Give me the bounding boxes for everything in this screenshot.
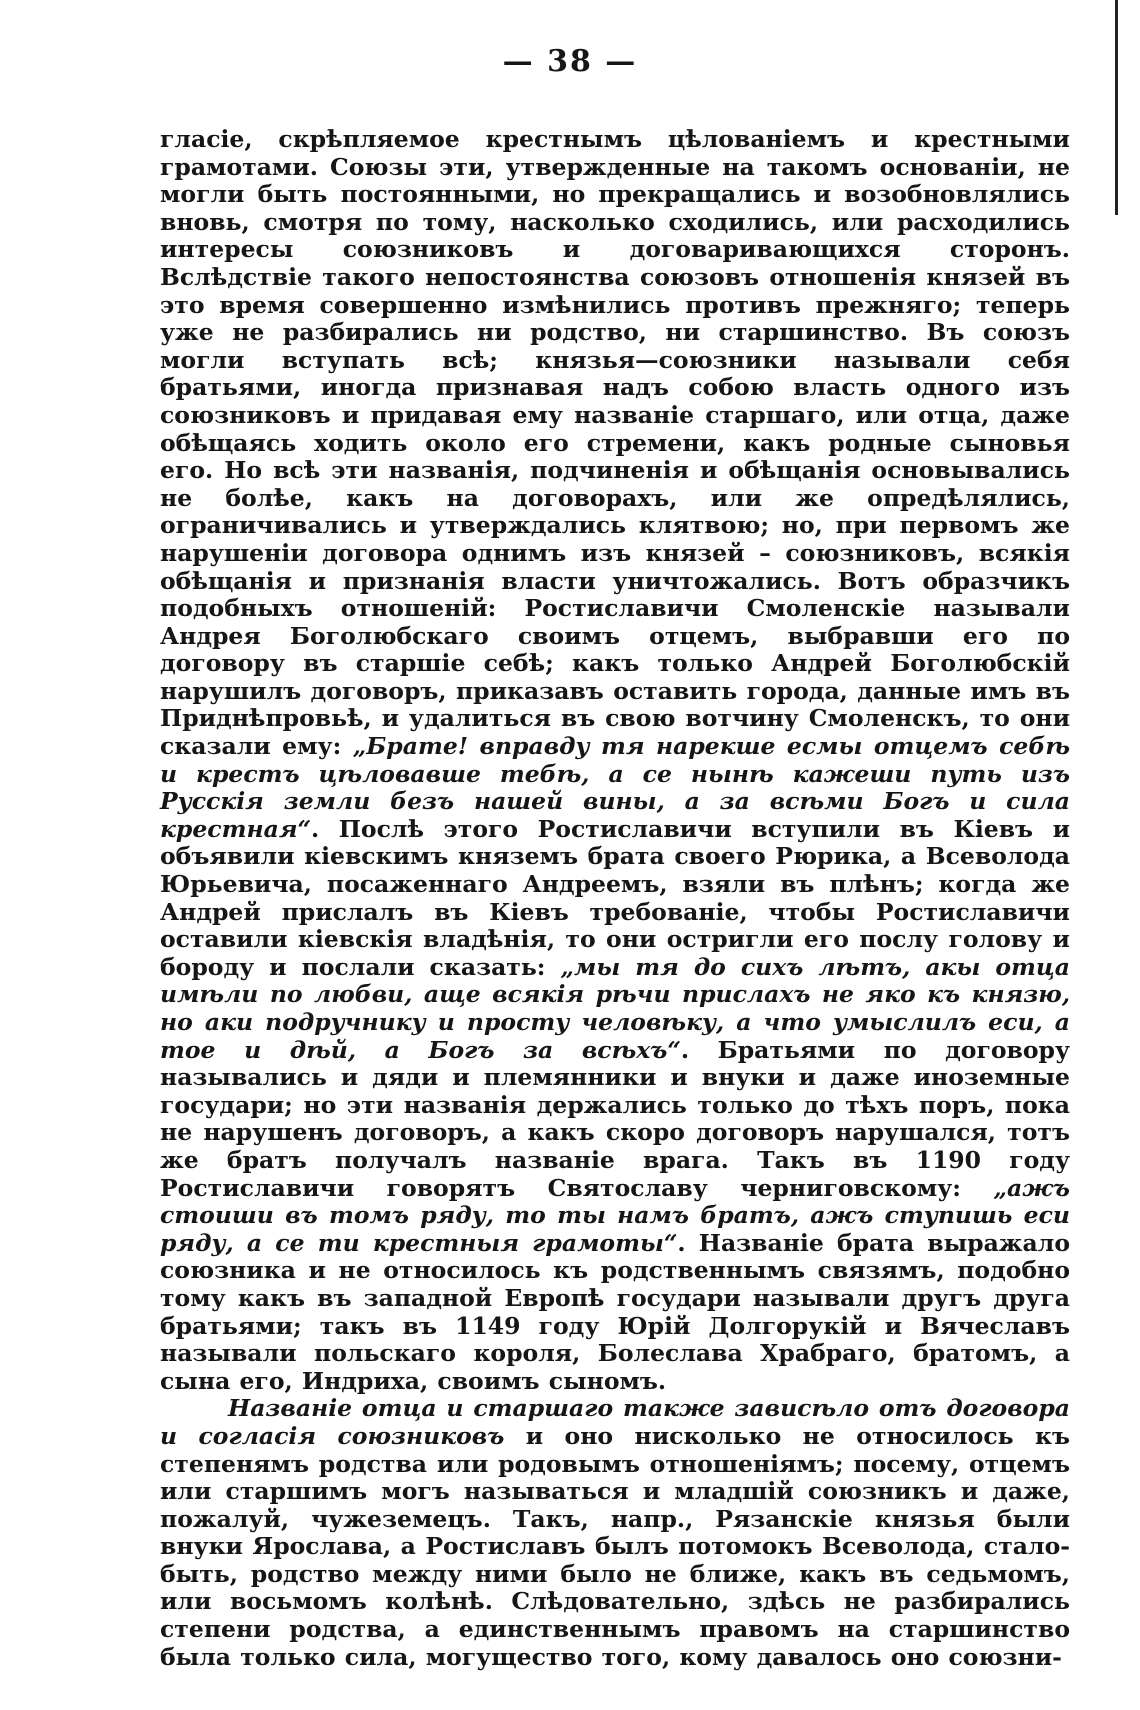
text-run: и оно нисколько не относилось къ степенямъ родства или родовымъ отношеніямъ; посему, отцемъ или старшимъ могъ называться и младшій союзникъ и даже, пожалуй, чужеземецъ. Такъ, напр., Рязанскіе князья были внуки Ярослава, а Ростиславъ былъ потомокъ Всеволода, стало-быть, родство между ними было не ближе, какъ въ седьмомъ, или восьмомъ колѣнѣ. Слѣдовательно, здѣсь не разбирались степени родства, а единственнымъ правомъ на старшинство была только сила, могущество того, кому давалось оно союзни- (160, 1421, 1070, 1671)
text-run: . Братьями по договору назывались и дяди и племянники и внуки и даже иноземные государи; но эти названія держались только до тѣхъ поръ, пока не нарушенъ договоръ, а какъ скоро договоръ нарушался, тотъ же братъ получалъ названіе врага. Такъ въ 1190 году Ростиславичи говорятъ Святославу черниговскому: (160, 1035, 1070, 1202)
page-edge-line (1115, 0, 1118, 215)
quoted-italic-text: Названіе отца и старшаго также зависѣло отъ договора и согласія союзниковъ (160, 1394, 1070, 1450)
text-run: гласіе, скрѣпляемое крестнымъ цѣлованіемъ и крестными грамотами. Союзы эти, утвержденные на такомъ основаніи, не могли быть постоянными, но прекращались и возобновлялись вновь, смотря по тому, насколько сходились, или расходились интересы союзниковъ и договаривающихся сторонъ. Вслѣдствіе такого непостоянства союзовъ отношенія князей въ это время совершенно измѣнились противъ прежняго; теперь уже не разбирались ни родство, ни старшинство. Въ союзъ могли вступать всѣ; князья—союзники называли себя братьями, иногда признавая надъ собою власть одного изъ союзниковъ и придавая ему названіе старшаго, или отца, даже обѣщаясь ходить около его стремени, какъ родные сыновья его. Но всѣ эти названія, подчиненія и обѣщанія основывались не болѣе, какъ на договорахъ, или же опредѣлялись, ограничивались и утверждались клятвою; но, при первомъ же нарушеніи договора однимъ изъ князей – союзниковъ, всякія обѣщанія и признанія власти уничтожались. Вотъ образчикъ подобныхъ отношеній: Ростиславичи Смоленскіе называли Андрея Боголюбскаго своимъ отцемъ, выбравши его по договору въ старшіе себѣ; какъ только Андрей Боголюбскій нарушилъ договоръ, приказавъ оставить города, данные имъ въ Приднѣпровьѣ, и удалиться въ свою вотчину Смоленскъ, то они сказали ему: (160, 125, 1070, 761)
quoted-italic-text: „мы тя до сихъ лѣтъ, акы отца имѣли по любви, аще всякія рѣчи прислахъ не яко къ князю, но аки подручнику и просту человѣку, а что умыслилъ еси, а тое и дѣй, а Богъ за всѣхъ“ (160, 952, 1071, 1064)
text-run: . Названіе брата выражало союзника и не относилось къ родственнымъ связямъ, подобно тому какъ въ западной Европѣ государи называли другъ друга братьями; такъ въ 1149 году Юрій Долгорукій и Вячеславъ называли польскаго короля, Болеслава Храбраго, братомъ, а сына его, Индриха, своимъ сыномъ. (160, 1228, 1070, 1395)
quoted-italic-text: „Брате! вправду тя нарекше есмы отцемъ себѣ и крестъ цѣловавше тебѣ, а се нынѣ кажеши путь изъ Русскія земли безъ нашей вины, а за всѣми Богъ и сила крестная“ (160, 732, 1070, 843)
page-number: — 38 — (502, 44, 638, 79)
paragraph-1 (160, 126, 1070, 1395)
paragraph-2 (160, 1395, 1070, 1671)
body-text (160, 126, 1070, 1671)
text-run: . Послѣ этого Ростиславичи вступили въ Кіевъ и объявили кіевскимъ княземъ брата своего Рюрика, а Всеволода Юрьевича, посаженнаго Андреемъ, взяли въ плѣнъ; когда же Андрей прислалъ въ Кіевъ требованіе, чтобы Ростиславичи оставили кіевскія владѣнія, то они остригли его послу голову и бороду и послали сказать: (160, 814, 1070, 981)
quoted-italic-text: „ажъ стоиши въ томъ ряду, то ты намъ братъ, ажъ ступишь еси ряду, а се ти крестныя грамоты“ (160, 1173, 1070, 1257)
